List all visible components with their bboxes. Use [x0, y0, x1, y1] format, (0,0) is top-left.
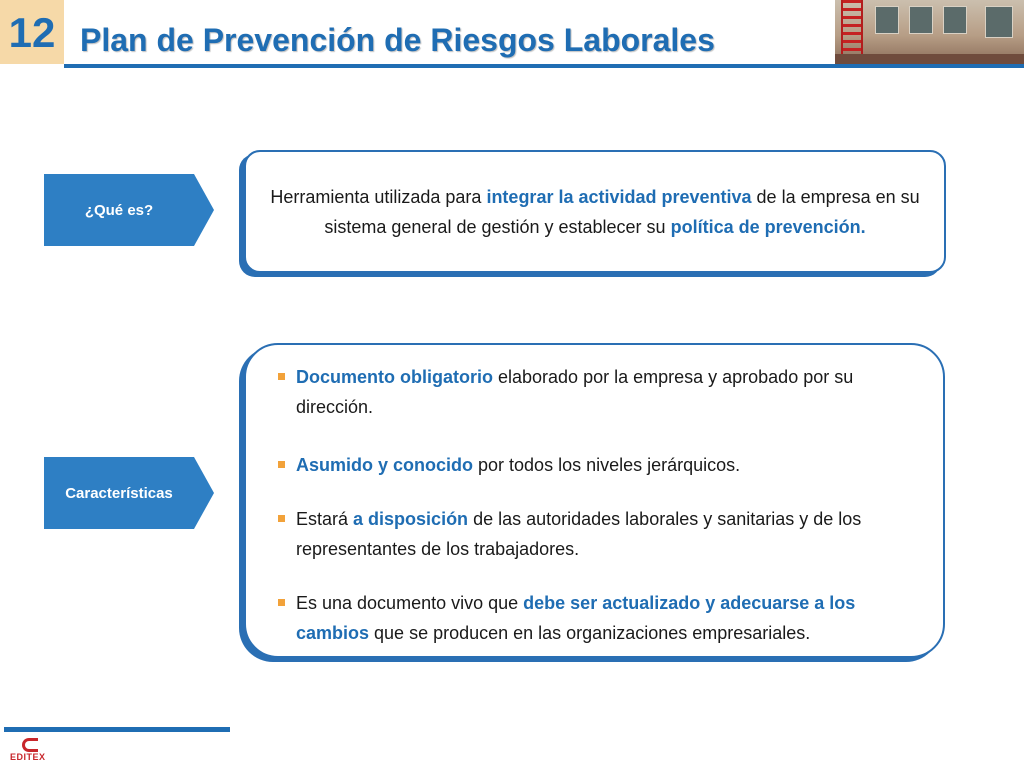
footer-divider [4, 727, 230, 732]
definition-text-part: Herramienta utilizada para [270, 187, 487, 207]
list-item-text: Estará [296, 509, 354, 529]
list-item-text: de las autoridades laborales y sanitarias y de los representantes de los trabajadores. [296, 509, 862, 559]
header-photo [835, 0, 1024, 64]
editex-logo-icon [22, 738, 38, 752]
page-title: Plan de Prevención de Riesgos Laborales [80, 22, 715, 58]
building-window [943, 6, 967, 34]
definition-highlight: integrar la actividad preventiva [486, 187, 752, 207]
editex-logo [10, 738, 50, 764]
definition-highlight: política de prevención. [670, 217, 866, 237]
list-item [276, 450, 923, 480]
editex-logo-text: EDITEX [10, 752, 46, 762]
tag-que-es-label: ¿Qué es? [84, 201, 154, 219]
list-item-text: por todos los niveles jerárquicos. [473, 455, 741, 475]
characteristics-list [276, 362, 923, 648]
list-item-highlight: a disposición [353, 509, 469, 529]
list-item-highlight: debe ser actualizado y adecuarse a los cambios [296, 593, 856, 643]
list-item-text: elaborado por la empresa y aprobado por su dirección. [296, 367, 854, 417]
list-item-highlight: Documento obligatorio [296, 367, 493, 387]
tag-caracteristicas [44, 457, 194, 529]
building-window [875, 6, 899, 34]
list-item [276, 504, 923, 564]
tag-caracteristicas-label: Características [65, 484, 173, 502]
tag-que-es [44, 174, 194, 246]
definition-text-part: de la empresa en su sistema general de gestión y establecer su [324, 187, 920, 237]
list-item [276, 362, 923, 422]
chapter-number-badge: 12 [0, 0, 64, 64]
building-window [985, 6, 1013, 38]
list-item-text: que se producen en las organizaciones empresariales. [369, 623, 811, 643]
building-roof [835, 54, 1024, 64]
characteristics-box [244, 343, 945, 658]
list-item [276, 588, 923, 648]
list-item-highlight: Asumido y conocido [296, 455, 474, 475]
building-window [909, 6, 933, 34]
definition-text [246, 182, 944, 242]
header-divider [64, 64, 1024, 68]
list-item-text: Es una documento vivo que [296, 593, 524, 613]
definition-box [244, 150, 946, 273]
